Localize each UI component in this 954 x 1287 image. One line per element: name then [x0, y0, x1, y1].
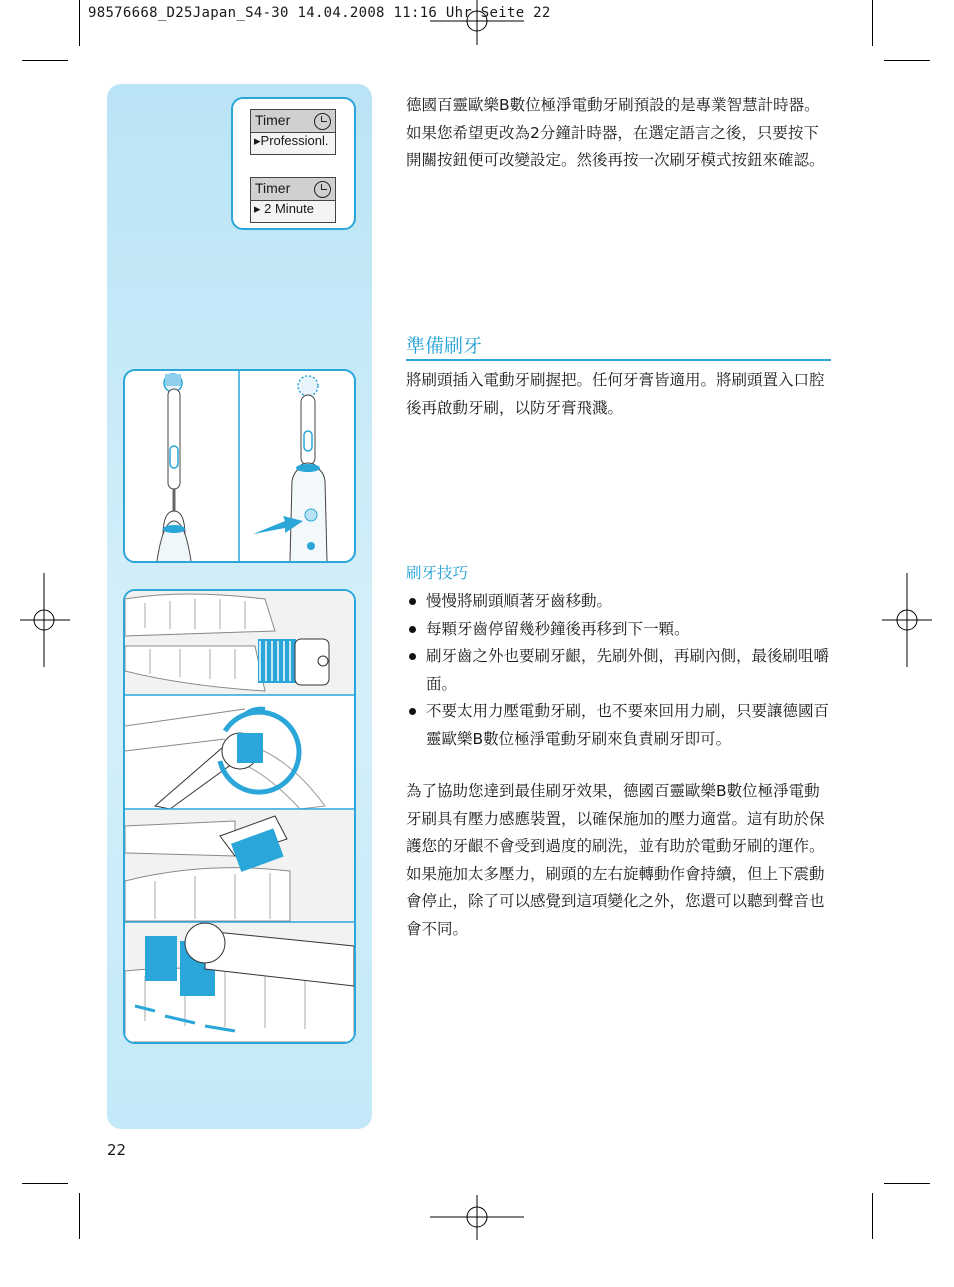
tips-heading: 刷牙技巧 [406, 564, 469, 582]
list-item: 不要太用力壓電動牙刷，也不要來回用力刷，只要讓德國百靈歐樂B數位極淨電動牙刷來負責刷牙即可。 [406, 698, 836, 753]
heading-rule [406, 359, 831, 361]
crop-mark [884, 1183, 930, 1184]
section-heading: 準備刷牙 [406, 335, 483, 357]
lcd-professional [250, 109, 336, 155]
crop-mark [79, 0, 80, 46]
pressure-paragraph: 為了協助您達到最佳刷牙效果，德國百靈歐樂B數位極淨電動牙刷具有壓力感應裝置，以確保施加的壓力適當。這有助於保護您的牙齦不會受到過度的刷洗，並有助於電動牙刷的運作。如果施加太多壓力，刷頭的左右旋轉動作會持續，但上下震動會停止，除了可以感覺到這項變化之外，您還可以聽到聲音也會不同。 [406, 782, 825, 938]
timer-display-box [231, 97, 356, 230]
crop-mark [872, 1193, 873, 1239]
toothbrush-illustration [125, 371, 354, 561]
brush-attach-illustration [123, 369, 356, 563]
crop-mark [22, 1183, 68, 1184]
registration-mark-left [20, 573, 70, 667]
lcd-title: Timer [255, 180, 291, 196]
brushing-technique-illustration [123, 589, 356, 1044]
registration-mark-bottom [430, 1195, 524, 1241]
clock-icon [314, 113, 331, 130]
registration-mark-right [882, 573, 932, 667]
clock-icon [314, 181, 331, 198]
lcd-value: ▸Professionl. [254, 133, 329, 148]
crop-mark [22, 60, 68, 61]
lcd-title: Timer [255, 112, 291, 128]
page-number: 22 [107, 1141, 127, 1159]
crop-mark [884, 60, 930, 61]
list-item: 慢慢將刷頭順著牙齒移動。 [406, 588, 836, 616]
crop-mark [79, 1193, 80, 1239]
teeth-brushing-illustration [125, 591, 354, 1042]
print-header: 98576668_D25Japan_S4-30 14.04.2008 11:16 Uhr Seite 22 [88, 5, 551, 21]
crop-mark [872, 0, 873, 46]
list-item: 刷牙齒之外也要刷牙齦，先刷外側，再刷內側，最後刷咀嚼面。 [406, 643, 836, 698]
lcd-value: ▸ 2 Minute [254, 201, 314, 216]
lcd-2-minute [250, 177, 336, 223]
intro-paragraph: 德國百靈歐樂B數位極淨電動牙刷預設的是專業智慧計時器。如果您希望更改為2分鐘計時器，在選定語言之後，只要按下開關按鈕便可改變設定。然後再按一次刷牙模式按鈕來確認。 [406, 96, 825, 169]
list-item: 每顆牙齒停留幾秒鐘後再移到下一顆。 [406, 616, 836, 644]
tips-list [406, 588, 836, 753]
section-body: 將刷頭插入電動牙刷握把。任何牙膏皆適用。將刷頭置入口腔後再啟動牙刷，以防牙膏飛濺。 [406, 371, 825, 417]
